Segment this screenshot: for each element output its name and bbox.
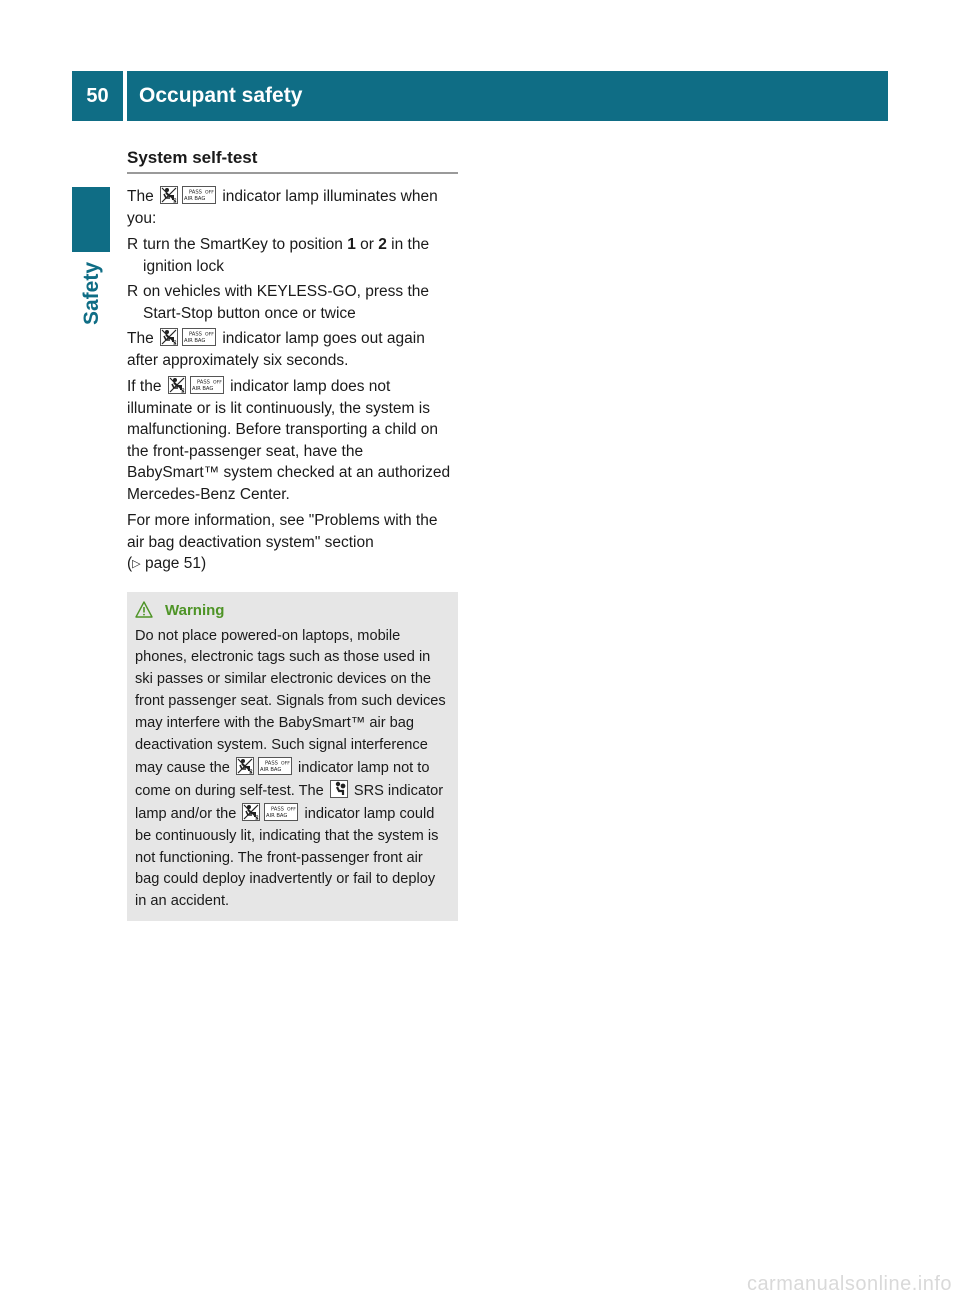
chapter-title: Occupant safety: [139, 84, 303, 107]
passenger-airbag-off-icon: [160, 328, 178, 346]
svg-text:AIR BAG: AIR BAG: [191, 386, 214, 392]
header-bar: [72, 71, 888, 121]
text-run: The: [127, 330, 154, 347]
warning-title: Warning: [165, 601, 225, 619]
text-run: indicator lamp goes out again after approximately six seconds.: [127, 330, 425, 369]
pass-airbag-off-label: [182, 186, 216, 204]
svg-text:OFF: OFF: [280, 761, 290, 767]
passenger-airbag-off-icon: [242, 803, 260, 821]
footer-watermark: carmanualsonline.info: [746, 1273, 952, 1295]
svg-text:PASS: PASS: [196, 379, 210, 386]
text-run: indicator lamp could be continuously lit, indicating that the system is not functioning. The front-passenger front air bag could deploy inadvertently or fail to deploy in an accident.: [135, 805, 439, 910]
text-run: indicator lamp not to come on during self-test. The: [135, 759, 430, 799]
svg-text:PASS: PASS: [189, 331, 202, 338]
text-run: For more information, see "Problems with the air bag deactivation system" section: [127, 512, 438, 551]
text-run: (: [127, 555, 133, 572]
chapter-side-label: Safety: [80, 262, 103, 326]
bullet-marker: R: [127, 283, 139, 300]
pass-airbag-off-label: [190, 376, 224, 394]
svg-text:AIR BAG: AIR BAG: [259, 766, 282, 773]
text-run: in the ignition lock: [143, 236, 430, 275]
svg-text:AIR BAG: AIR BAG: [184, 196, 206, 202]
bullet-marker: R: [127, 236, 139, 253]
svg-text:AIR BAG: AIR BAG: [184, 338, 206, 344]
passenger-airbag-off-icon: [160, 186, 178, 204]
text-run: Do not place powered-on laptops, mobile phones, electronic tags such as those used in ski passes or similar electronic devices on the front passenger seat. Signals from such devices may interfere with the BabySmart™ air bag deactivation system. Such signal interference may cause the: [135, 627, 446, 776]
page-ref-arrow-icon: ▷: [132, 558, 141, 570]
position-number: 1: [347, 236, 356, 253]
paragraph-malfunction: [127, 376, 458, 505]
warning-text: [135, 626, 450, 914]
svg-text:OFF: OFF: [212, 380, 222, 386]
list-item: [127, 234, 458, 277]
text-run: indicator lamp does not illuminate or is lit continuously, the system is malfunctioning. Before transporting a child on the front-passenger seat, have the BabySmart™ system checked at an authorized Mercedes-Benz Center.: [127, 378, 451, 503]
paragraph-more-info: [127, 510, 458, 576]
svg-text:PASS: PASS: [189, 189, 202, 196]
warning-header: [135, 600, 450, 622]
passenger-airbag-off-icon: [168, 376, 186, 394]
passenger-airbag-off-icon: [236, 757, 254, 775]
svg-text:OFF: OFF: [287, 807, 297, 813]
svg-text:AIR BAG: AIR BAG: [266, 812, 288, 819]
pass-airbag-off-label: [264, 803, 298, 821]
position-number: 2: [378, 236, 387, 253]
text-run: or: [355, 236, 379, 253]
srs-airbag-icon: [330, 780, 348, 798]
page-reference-link[interactable]: page 51): [140, 555, 207, 572]
text-run: turn the SmartKey to position: [143, 236, 348, 253]
paragraph-goes-out: [127, 328, 458, 371]
svg-text:PASS: PASS: [271, 806, 285, 813]
text-run: The: [127, 188, 154, 205]
text-run: on vehicles with KEYLESS-GO, press the Start-Stop button once or twice: [143, 283, 430, 322]
list-item: [127, 281, 458, 324]
text-run: SRS indicator lamp and/or the: [135, 782, 444, 822]
svg-text:PASS: PASS: [264, 760, 278, 767]
warning-triangle-icon: [135, 601, 153, 618]
text-run: indicator lamp illuminates when you:: [127, 188, 438, 227]
pass-airbag-off-label: [182, 328, 216, 346]
svg-text:OFF: OFF: [205, 332, 214, 338]
content-column: [127, 148, 458, 921]
warning-box: [127, 592, 458, 922]
text-run: If the: [127, 378, 162, 395]
svg-text:OFF: OFF: [205, 190, 214, 196]
pass-airbag-off-label: [258, 757, 292, 775]
header-divider: [123, 71, 127, 121]
section-title: System self-test: [127, 148, 458, 174]
paragraph-intro: [127, 186, 458, 229]
page-number: 50: [86, 85, 109, 107]
chapter-tab: [72, 187, 110, 252]
